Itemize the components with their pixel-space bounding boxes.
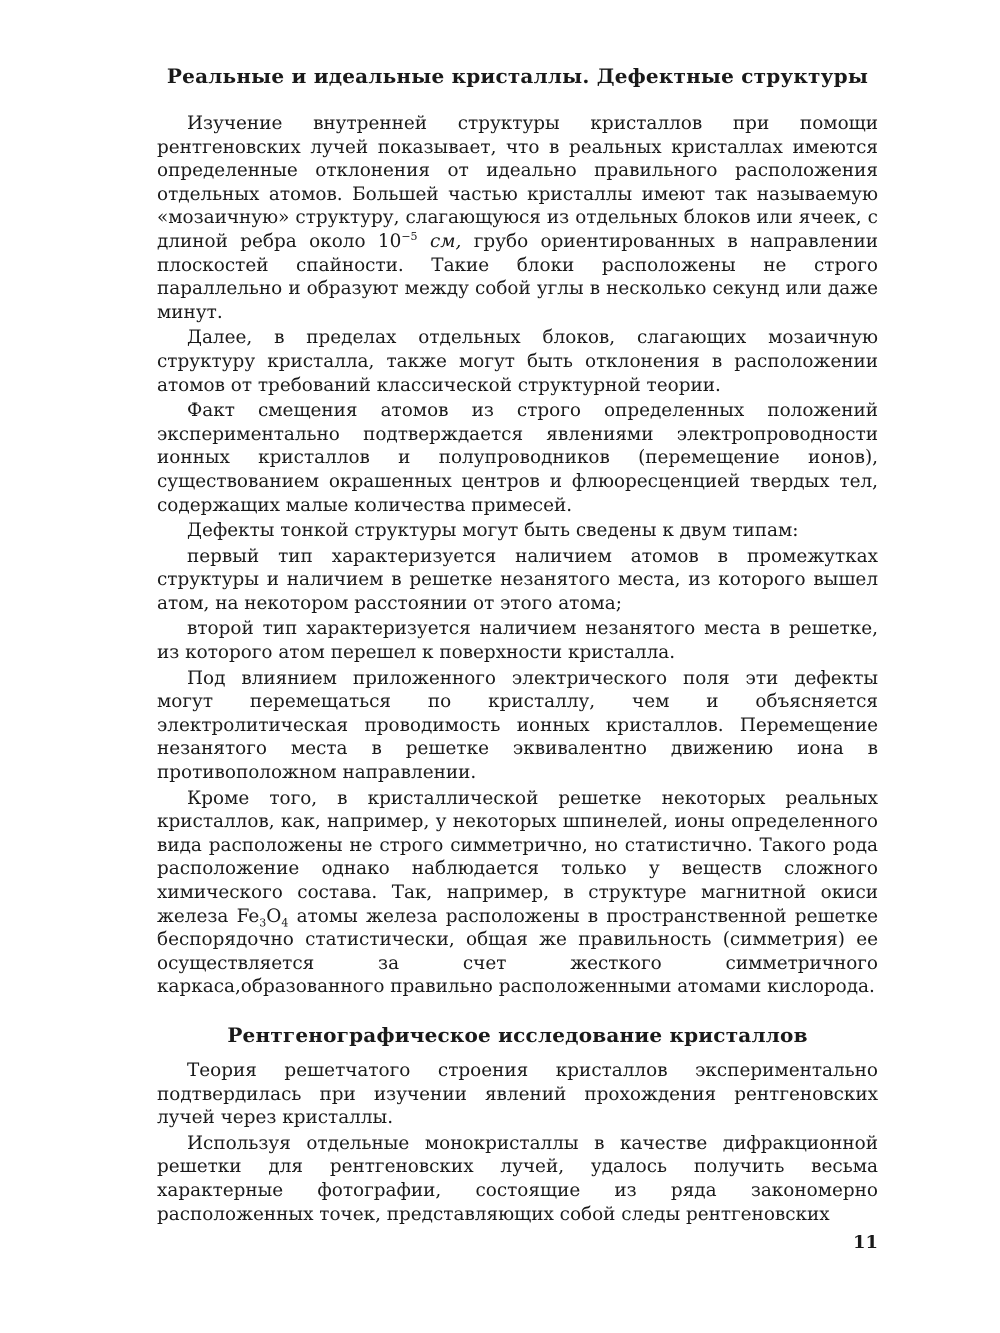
superscript-exponent: −5	[401, 229, 418, 243]
text-run: O	[266, 905, 282, 927]
paragraph-diffraction: Используя отдельные монокристаллы в качестве дифракционной решетки для рентгеновских лучей, удалось получить весьма характерные фотографии, состоящие из ряда закономерно расположенных точек, представляющих собой следы рентгеновских	[157, 1132, 878, 1225]
text-run: Кроме того, в кристаллической решетке некоторых реальных кристаллов, как, например, у некоторых шпинелей, ионы определенного вида расположены не строго симметрично, но статистично. Такого рода расположение однако наблюдается только у веществ сложного химического состава. Так, например, в структуре магнитной окиси железа Fe	[157, 787, 878, 927]
section-heading-defects: Реальные и идеальные кристаллы. Дефектные структуры	[166, 64, 869, 88]
unit-cm: см,	[417, 230, 462, 252]
subscript: 3	[259, 916, 267, 930]
paragraph-second-type: второй тип характеризуется наличием незанятого места в решетке, из которого атом перешел к поверхности кристалла.	[157, 618, 878, 664]
paragraph-electric-field: Под влиянием приложенного электрического поля эти дефекты могут перемещаться по кристаллу, чем и объясняется электролитическая проводимость ионных кристаллов. Перемещение незанятого места в решетке эквивалентно движению иона в противоположном направлении.	[157, 667, 878, 784]
text-run: атомы железа расположены в пространственной решетке беспорядочно статистически, общая же правильность (симметрия) ее осуществляется за счет жесткого симметричного каркаса,образованного правильно расположенными атомами кислорода.	[157, 905, 878, 998]
paragraph-lattice-theory: Теория решетчатого строения кристаллов экспериментально подтвердилась при изучении явлений прохождения рентгеновских лучей через кристаллы.	[157, 1059, 878, 1129]
paragraph-block-deviations: Далее, в пределах отдельных блоков, слагающих мозаичную структуру кристалла, также могут быть отклонения в расположении атомов от требований классической структурной теории.	[157, 327, 878, 396]
text-run: грубо ориентированных в направлении плоскостей спайности. Такие блоки расположены не строго параллельно и образуют между собой углы в несколько секунд или даже минут.	[157, 230, 878, 323]
page-number: 11	[852, 1232, 878, 1253]
section-heading-xray: Рентгенографическое исследование кристаллов	[227, 1022, 808, 1047]
paragraph-mosaic-structure	[157, 112, 878, 324]
paragraph-atom-displacement: Факт смещения атомов из строго определенных положений экспериментально подтверждается явлениями электропроводности ионных кристаллов и полупроводников (перемещение ионов), существованием окрашенных центров и флюоресценцией твердых тел, содержащих малые количества примесей.	[157, 400, 878, 516]
text-run: Изучение внутренней структуры кристаллов при помощи рентгеновских лучей показывает, что в реальных кристаллах имеются определенные отклонения от идеально правильного расположения отдельных атомов. Большей частью кристаллы имеют так называемую «мозаичную» структуру, слагающуюся из отдельных блоков или ячеек, с длиной ребра около 10	[157, 113, 878, 252]
paragraph-first-type: первый тип характеризуется наличием атомов в промежутках структуры и наличием в решетке незанятого места, из которого вышел атом, на некотором расстоянии от этого атома;	[157, 545, 878, 614]
subscript: 4	[281, 916, 289, 930]
paragraph-defect-types: Дефекты тонкой структуры могут быть сведены к двум типам:	[187, 520, 799, 542]
paragraph-spinels	[157, 787, 878, 999]
